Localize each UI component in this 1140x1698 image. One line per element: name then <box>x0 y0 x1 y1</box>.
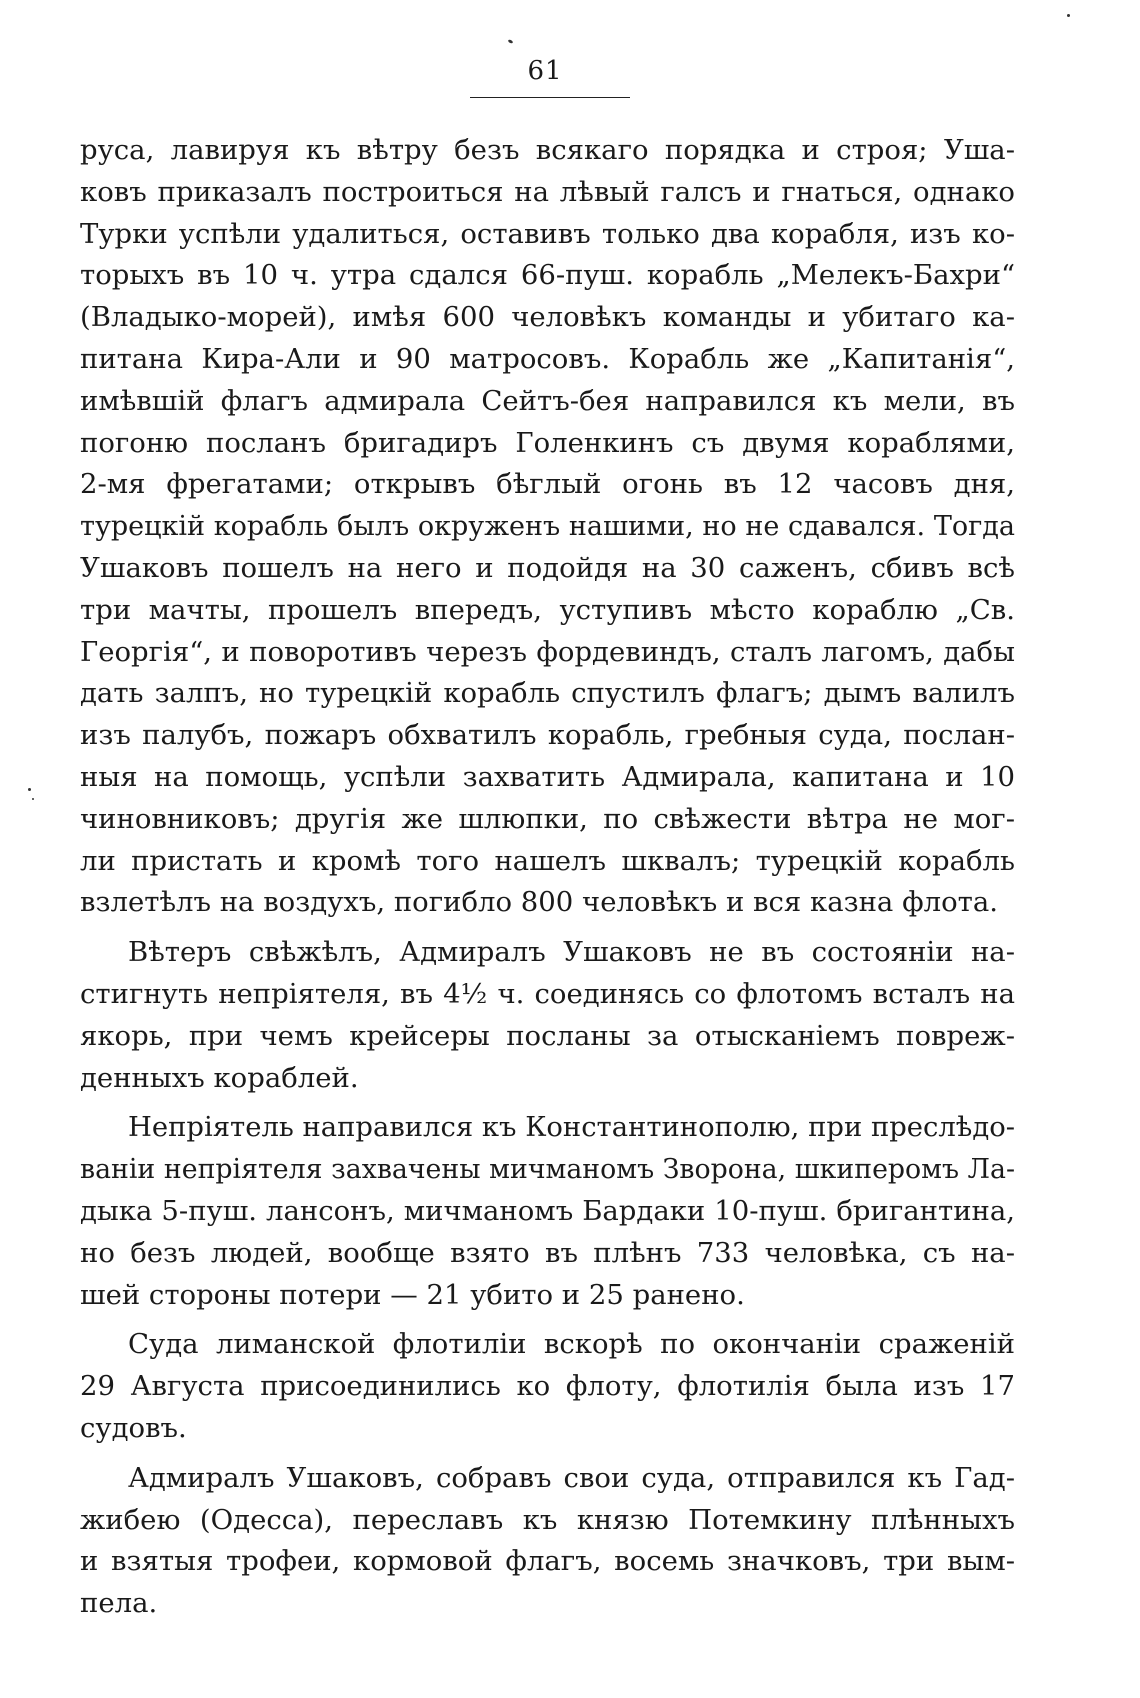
print-speck <box>508 39 514 44</box>
page-number: 61 <box>527 56 563 86</box>
text-line: 2-мя фрегатами; открывъ бѣглый огонь въ 12 часовъ дня, <box>80 468 1015 501</box>
print-speck <box>1067 14 1070 17</box>
text-line: Турки успѣли удалиться, оставивъ только два корабля, изъ ко- <box>80 217 1015 250</box>
text-line: пела. <box>80 1587 158 1620</box>
text-line: три мачты, прошелъ впередъ, уступивъ мѣсто кораблю „Св. <box>80 593 1015 626</box>
text-line: якорь, при чемъ крейсеры посланы за отысканіемъ повреж- <box>80 1019 1015 1052</box>
paragraph-4 <box>80 1324 1015 1449</box>
text-line: дать залпъ, но турецкій корабль спустилъ флагъ; дымъ валилъ <box>80 677 1015 710</box>
text-line: ли пристать и кромѣ того нашелъ шквалъ; турецкій корабль <box>80 844 1015 877</box>
text-line: взлетѣлъ на воздухъ, погибло 800 человѣкъ и вся казна флота. <box>80 886 998 919</box>
text-line: ныя на помощь, успѣли захватить Адмирала, капитана и 10 <box>80 760 1015 793</box>
text-line: Вѣтеръ свѣжѣлъ, Адмиралъ Ушаковъ не въ состояніи на- <box>128 936 1015 969</box>
text-line: Непріятель направился къ Константинополю, при преслѣдо- <box>128 1112 1015 1144</box>
text-line: шей стороны потери — 21 убито и 25 ранено. <box>80 1278 745 1311</box>
text-line: ковъ приказалъ построиться на лѣвый галсъ и гнаться, однако <box>80 175 1015 208</box>
text-line: Георгія“, и поворотивъ черезъ фордевиндъ, сталъ лагомъ, дабы <box>80 635 1015 668</box>
page-number-rule <box>470 97 630 98</box>
text-line: и взятыя трофеи, кормовой флагъ, восемь значковъ, три вым- <box>80 1545 1015 1578</box>
text-line: денныхъ кораблей. <box>80 1061 359 1094</box>
text-line: 29 Августа присоединились ко флоту, флотилія была изъ 17 <box>80 1370 1015 1403</box>
text-line: турецкій корабль былъ окруженъ нашими, но не сдавался. Тогда <box>80 511 1015 543</box>
text-line: жибею (Одесса), переславъ къ князю Потемкину плѣнныхъ <box>80 1503 1015 1536</box>
text-line: имѣвшій флагъ адмирала Сейтъ-бея направился къ мели, въ <box>80 384 1015 417</box>
text-line: чиновниковъ; другія же шлюпки, по свѣжести вѣтра не мог- <box>80 802 1015 835</box>
text-line: судовъ. <box>80 1411 187 1444</box>
paragraph-1 <box>80 130 1015 924</box>
text-line: руса, лавируя къ вѣтру безъ всякаго порядка и строя; Уша- <box>80 134 1015 166</box>
paragraph-5 <box>80 1458 1015 1625</box>
text-line: но безъ людей, вообще взято въ плѣнъ 733 человѣка, съ на- <box>80 1236 1015 1269</box>
text-line: стигнуть непріятеля, въ 4½ ч. соединясь со флотомъ всталъ на <box>80 977 1015 1010</box>
text-line: погоню посланъ бригадиръ Голенкинъ съ двумя кораблями, <box>80 426 1015 459</box>
text-line: ваніи непріятеля захвачены мичманомъ Зворона, шкиперомъ Ла- <box>80 1154 1015 1186</box>
paragraph-2 <box>80 932 1015 1099</box>
print-speck <box>28 788 31 791</box>
text-line: торыхъ въ 10 ч. утра сдался 66-пуш. корабль „Мелекъ-Бахри“ <box>80 259 1015 292</box>
text-line: питана Кира-Али и 90 матросовъ. Корабль же „Капитанія“, <box>80 342 1015 375</box>
text-line: Суда лиманской флотиліи вскорѣ по окончаніи сраженій <box>128 1328 1015 1361</box>
text-line: Ушаковъ пошелъ на него и подойдя на 30 саженъ, сбивъ всѣ <box>80 551 1015 584</box>
body-text <box>80 130 1015 1625</box>
text-line: Адмиралъ Ушаковъ, собравъ свои суда, отправился къ Гад- <box>128 1461 1015 1494</box>
text-line: (Владыко-морей), имѣя 600 человѣкъ команды и убитаго ка- <box>80 301 1015 334</box>
paragraph-3 <box>80 1107 1015 1316</box>
text-line: изъ палубъ, пожаръ обхватилъ корабль, гребныя суда, послан- <box>80 719 1015 752</box>
text-line: дыка 5-пуш. лансонъ, мичманомъ Бардаки 10-пуш. бригантина, <box>80 1194 1015 1227</box>
print-speck <box>32 798 34 800</box>
